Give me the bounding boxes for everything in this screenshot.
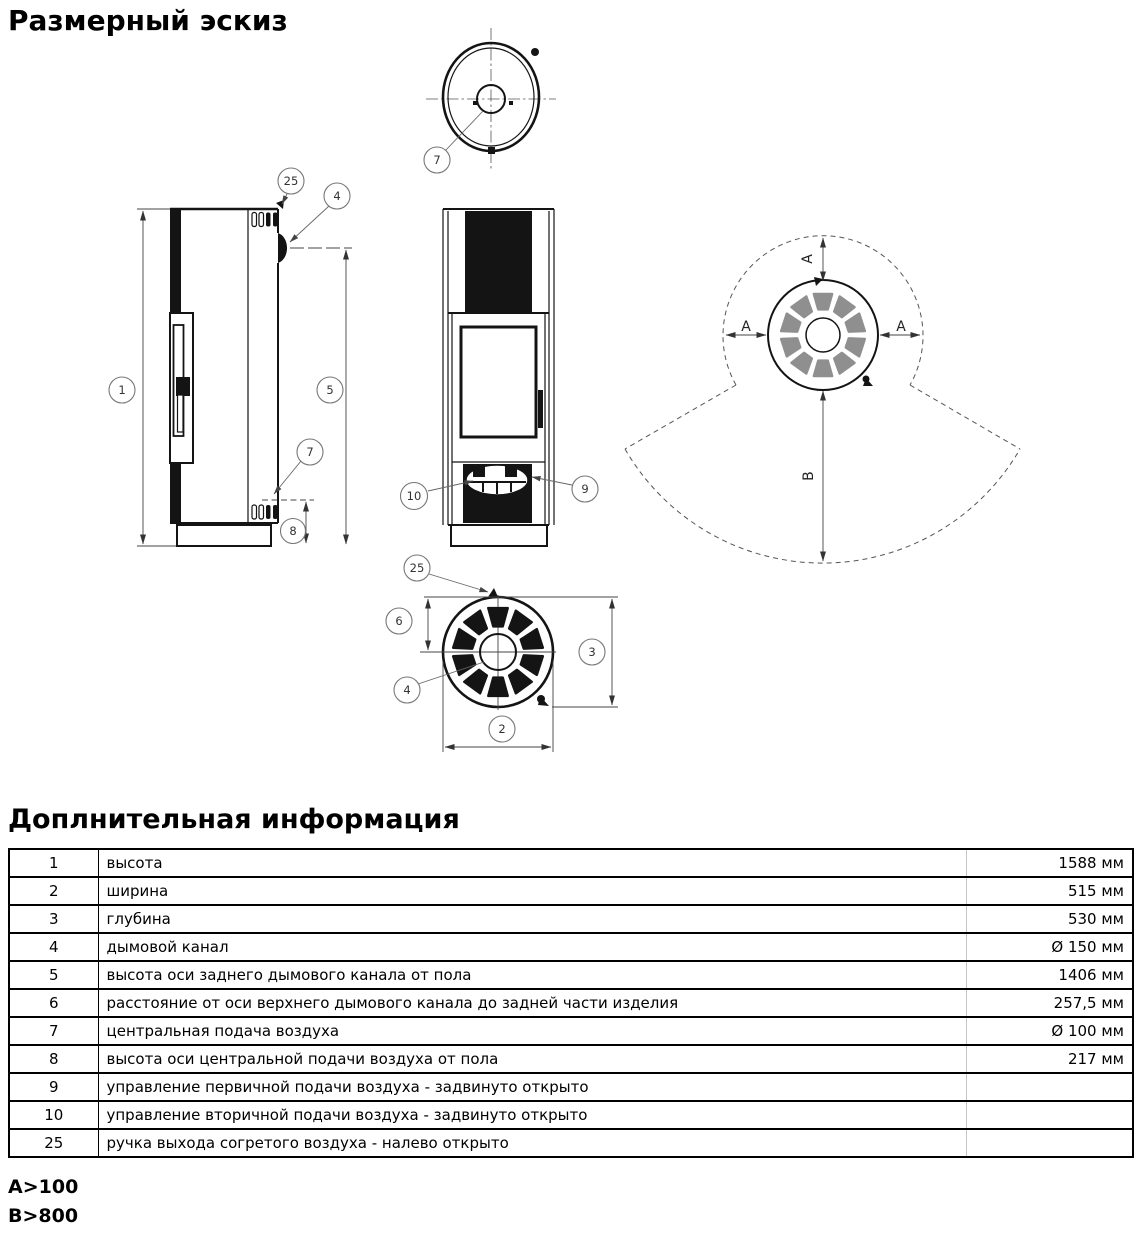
vent-segment (781, 314, 800, 332)
door-window (461, 327, 536, 437)
balloon-central-air-side (297, 439, 323, 465)
vent-segment (814, 294, 832, 309)
clearance-label-a-top: A (800, 254, 816, 264)
table-row (9, 989, 1133, 1017)
rear-flue-outlet (278, 233, 287, 263)
vent-segment (781, 338, 800, 356)
row-number-cell: 5 (9, 961, 98, 989)
vent-segment (521, 629, 543, 648)
note-clearance-b: B>800 (8, 1205, 79, 1227)
row-number-cell: 2 (9, 877, 98, 905)
row-value-cell (966, 1129, 1133, 1157)
note-clearance-a: A>100 (8, 1176, 79, 1198)
row-number-cell: 7 (9, 1017, 98, 1045)
row-value-cell: 1588 мм (966, 849, 1133, 877)
vent-segment (488, 678, 507, 696)
air-control-lever-right (505, 466, 517, 477)
svg-text:8: 8 (289, 524, 297, 538)
front-view (401, 209, 599, 546)
row-value-cell: 515 мм (966, 877, 1133, 905)
balloon-flue-axis-height (317, 377, 343, 403)
row-description-cell: центральная подача воздуха (98, 1017, 966, 1045)
row-number-cell: 6 (9, 989, 98, 1017)
vent-segment (834, 297, 854, 318)
svg-text:6: 6 (395, 614, 403, 628)
balloon-flue-bottom (394, 677, 420, 703)
row-description-cell: ручка выхода согретого воздуха - налево открыто (98, 1129, 966, 1157)
vent-segment (521, 655, 543, 674)
clearance-diagram (625, 236, 1020, 563)
table-row (9, 1073, 1133, 1101)
balloon-width (489, 716, 515, 742)
door-handle (176, 377, 190, 396)
svg-text:7: 7 (433, 153, 441, 167)
base-pedestal-front (451, 525, 547, 546)
balloon-air-axis-height (281, 519, 306, 544)
table-row (9, 1045, 1133, 1073)
clearance-label-b: B (801, 471, 817, 481)
row-value-cell (966, 1073, 1133, 1101)
page-title: Размерный эскиз (8, 4, 288, 37)
row-description-cell: высота оси центральной подачи воздуха от пола (98, 1045, 966, 1073)
row-description-cell: управление первичной подачи воздуха - задвинуто открыто (98, 1073, 966, 1101)
row-value-cell (966, 1101, 1133, 1129)
clearance-label-a-left: A (741, 319, 751, 335)
table-row (9, 849, 1133, 877)
info-heading: Доплнительная информация (8, 804, 460, 835)
row-value-cell: 257,5 мм (966, 989, 1133, 1017)
row-number-cell: 1 (9, 849, 98, 877)
side-view (109, 168, 352, 546)
row-description-cell: расстояние от оси верхнего дымового канала до задней части изделия (98, 989, 966, 1017)
row-number-cell: 10 (9, 1101, 98, 1129)
svg-text:5: 5 (326, 383, 334, 397)
svg-text:1: 1 (118, 383, 126, 397)
vent-segment (464, 670, 487, 693)
base-pedestal-side (177, 525, 271, 546)
balloon-flue-side (324, 183, 350, 209)
balloon-depth (579, 639, 605, 665)
vent-segment (453, 655, 475, 674)
vent-segment (846, 338, 865, 356)
balloon-primary-air (572, 476, 598, 502)
svg-text:25: 25 (283, 174, 299, 188)
table-row (9, 961, 1133, 989)
table-row (9, 933, 1133, 961)
vent-segment (792, 297, 812, 318)
table-row (9, 905, 1133, 933)
balloon-flue-offset (386, 608, 412, 634)
svg-text:4: 4 (403, 683, 411, 697)
vent-segment (834, 353, 854, 374)
row-value-cell: 1406 мм (966, 961, 1133, 989)
svg-text:2: 2 (498, 722, 506, 736)
row-value-cell: Ø 150 мм (966, 933, 1133, 961)
table-row (9, 877, 1133, 905)
vent-segment (509, 611, 532, 634)
table-row (9, 1101, 1133, 1129)
row-description-cell: дымовой канал (98, 933, 966, 961)
row-description-cell: ширина (98, 877, 966, 905)
front-top-panel (465, 211, 532, 313)
bottom-view (386, 555, 618, 752)
vent-segment (846, 314, 865, 332)
vent-segment (792, 353, 812, 374)
clearance-label-a-right: A (896, 319, 906, 335)
svg-text:7: 7 (306, 445, 314, 459)
table-row (9, 1129, 1133, 1157)
row-number-cell: 9 (9, 1073, 98, 1101)
top-view (424, 28, 556, 173)
row-description-cell: высота оси заднего дымового канала от пола (98, 961, 966, 989)
row-value-cell: Ø 100 мм (966, 1017, 1133, 1045)
row-description-cell: глубина (98, 905, 966, 933)
vent-segment (464, 611, 487, 634)
table-row (9, 1017, 1133, 1045)
balloon-central-air-top (424, 147, 450, 173)
row-number-cell: 8 (9, 1045, 98, 1073)
svg-text:4: 4 (333, 189, 341, 203)
balloon-height (109, 377, 135, 403)
svg-text:25: 25 (409, 561, 425, 575)
vent-segment (488, 608, 507, 626)
clearance-arc-front (625, 449, 1020, 563)
row-description-cell: высота (98, 849, 966, 877)
row-number-cell: 3 (9, 905, 98, 933)
air-control-lever-left (473, 466, 485, 477)
svg-text:9: 9 (581, 482, 589, 496)
svg-text:3: 3 (588, 645, 596, 659)
svg-text:10: 10 (406, 489, 422, 503)
balloon-handle-side (278, 168, 304, 194)
row-number-cell: 4 (9, 933, 98, 961)
vent-segment (453, 629, 475, 648)
row-value-cell: 217 мм (966, 1045, 1133, 1073)
row-value-cell: 530 мм (966, 905, 1133, 933)
balloon-handle-bottom (404, 555, 430, 581)
vent-segment (814, 361, 832, 376)
info-table-body (9, 849, 1133, 1157)
row-description-cell: управление вторичной подачи воздуха - задвинуто открыто (98, 1101, 966, 1129)
info-table (8, 848, 1134, 1158)
handle-nub (531, 48, 539, 56)
vent-segment (509, 670, 532, 693)
balloon-secondary-air (401, 483, 428, 510)
row-number-cell: 25 (9, 1129, 98, 1157)
